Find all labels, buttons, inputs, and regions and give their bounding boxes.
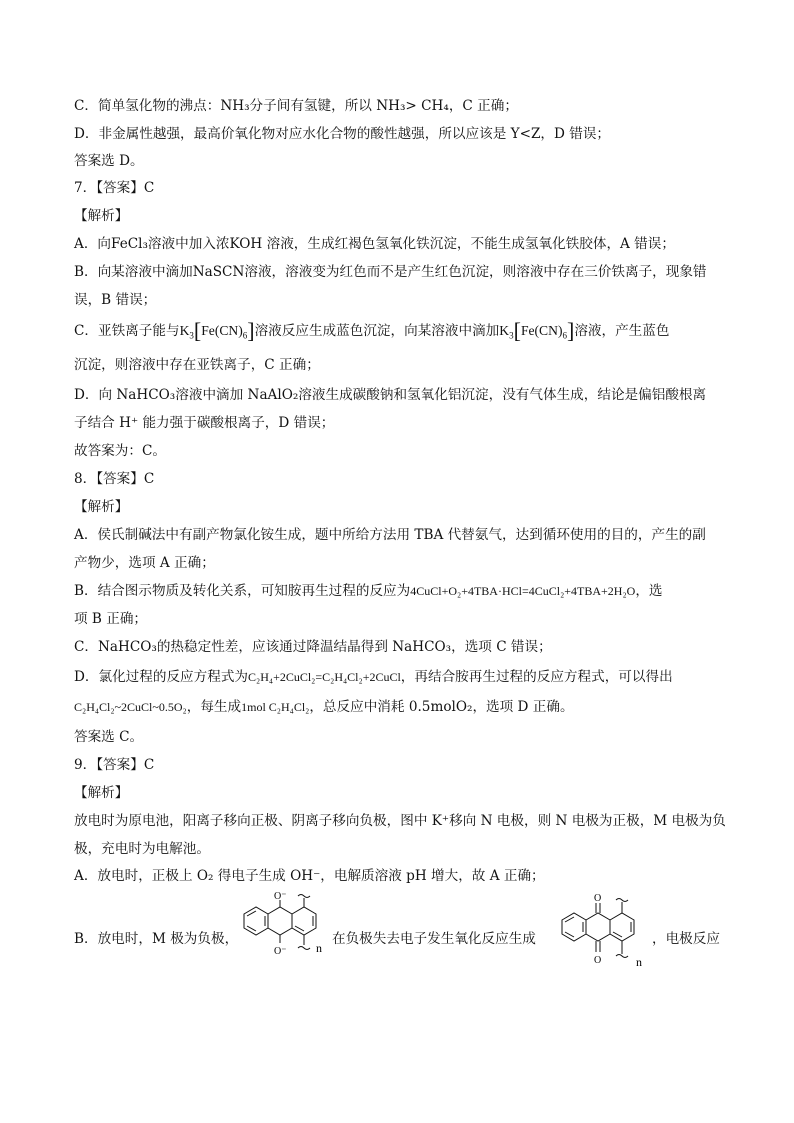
- question-8-option-a-line1: A．侯氏制碱法中有副产物氯化铵生成，题中所给方法用 TBA 代替氨气，达到循环使用的目的，产生的副: [74, 527, 706, 543]
- option-c-prefix: C．亚铁离子能与: [74, 323, 180, 339]
- question-9-option-b-prefix: B．放电时，M 极为负极，: [74, 931, 239, 947]
- middle-ring: [586, 913, 610, 941]
- middle-ring: [268, 907, 292, 935]
- question-9-paragraph-line1: 放电时为原电池，阳离子移向正极、阴离子移向负极，图中 K⁺移向 N 电极，则 N 电极为正极，M 电极为负: [74, 813, 726, 829]
- question-7-analysis-label: 【解析】: [74, 208, 129, 224]
- carbonyl-oxygen-bottom: O: [594, 955, 602, 966]
- question-7-answer-heading: 7．【答案】C: [74, 180, 155, 196]
- chlorination-equation: C₂H₄+2CuCl₂=C₂H₄Cl₂+2CuCl: [248, 670, 401, 684]
- repeat-unit-label: n: [636, 955, 642, 969]
- oxide-bottom-label: O⁻: [274, 946, 287, 957]
- potassium-ferricyanide-formula-2: $K_3[Fe(CN)_6]$: [499, 318, 575, 343]
- answer-7-conclusion: 故答案为：C。: [74, 443, 166, 459]
- question-7-option-c-line2: 沉淀，则溶液中存在亚铁离子，C 正确；: [74, 357, 320, 373]
- answer-6c-text: C．简单氢化物的沸点：NH₃分子间有氢键，所以 NH₃> CH₄，C 正确；: [74, 98, 518, 114]
- amine-regeneration-equation: 4CuCl+O₂+4TBA·HCl=4CuCl₂+4TBA+2H₂O: [410, 584, 636, 598]
- question-9-option-a: A．放电时，正极上 O₂ 得电子生成 OH⁻，电解质溶液 pH 增大，故 A 正确；: [74, 868, 545, 884]
- question-8-option-b-line1: B．结合图示物质及转化关系，可知胺再生过程的反应为4CuCl+O₂+4TBA·HCl=4CuCl₂+4TBA+2H₂O，选: [74, 583, 663, 599]
- question-9-analysis-label: 【解析】: [74, 785, 129, 801]
- question-8-answer-heading: 8．【答案】C: [74, 471, 155, 487]
- question-8-option-c: C．NaHCO₃的热稳定性差，应该通过降温结晶得到 NaHCO₃，选项 C 错误；: [74, 639, 552, 655]
- answer-6-conclusion: 答案选 D。: [74, 153, 144, 169]
- oxidized-ring-bonds: [562, 899, 634, 958]
- answer-8-conclusion: 答案选 C。: [74, 729, 144, 745]
- question-8-analysis-label: 【解析】: [74, 499, 129, 515]
- overall-relation: C₂H₄Cl₂~2CuCl~0.5O₂: [74, 700, 187, 714]
- option-c-middle: 溶液反应生成蓝色沉淀，向某溶液中滴加: [254, 323, 500, 339]
- question-7-option-b-line1: B．向某溶液中滴加NaSCN溶液，溶液变为红色而不是产生红色沉淀，则溶液中存在三价铁离子，现象错: [74, 264, 707, 280]
- question-7-option-b-line2: 误，B 错误；: [74, 292, 157, 308]
- answer-6d-text: D．非金属性越强，最高价氧化物对应水化合物的酸性越强，所以应该是 Y<Z，D 错误；: [74, 126, 611, 142]
- reduced-anthraquinone-polymer-structure: [232, 890, 336, 978]
- carbonyl-oxygen-top: O: [594, 893, 602, 904]
- question-8-option-b-line2: 项 B 正确；: [74, 611, 148, 627]
- polymer-bracket-top: [616, 899, 628, 902]
- question-7-option-d-line2: 子结合 H⁺ 能力强于碳酸根离子，D 错误；: [74, 415, 335, 431]
- potassium-ferricyanide-formula: $K_3[Fe(CN)_6]$: [179, 318, 255, 343]
- question-9-paragraph-line2: 极，充电时为电解池。: [74, 841, 210, 857]
- question-9-option-b-suffix: ，电极反应: [652, 931, 720, 947]
- question-8-option-d-line1: D．氯化过程的反应方程式为C₂H₄+2CuCl₂=C₂H₄Cl₂+2CuCl，再结合胺再生过程的反应方程式，可以得出: [74, 669, 673, 685]
- question-7-option-d-line1: D．向 NaHCO₃溶液中滴加 NaAlO₂溶液生成碳酸钠和氢氧化铝沉淀，没有气体生成，结论是偏铝酸根离: [74, 387, 707, 403]
- repeat-unit-label: n: [316, 941, 322, 955]
- polymer-bracket-top: [298, 895, 310, 898]
- question-7-option-c-line1: [74, 318, 670, 343]
- question-9-option-b-middle: 在负极失去电子发生氧化反应生成: [332, 931, 536, 947]
- question-9-answer-heading: 9．【答案】C: [74, 757, 155, 773]
- oxide-top-label: O⁻: [274, 891, 287, 902]
- anthraquinone-polymer-structure: [550, 890, 654, 982]
- option-c-suffix: 溶液，产生蓝色: [574, 323, 670, 339]
- question-8-option-d-line2: C₂H₄Cl₂~2CuCl~0.5O₂，每生成1mol C₂H₄Cl₂，总反应中消耗 0.5molO₂，选项 D 正确。: [74, 699, 574, 715]
- polymer-bracket-bottom: [616, 955, 628, 958]
- question-8-option-a-line2: 产物少，选项 A 正确；: [74, 555, 215, 571]
- polymer-bracket-bottom: [298, 947, 310, 950]
- question-7-option-a: A．向FeCl₃溶液中加入浓KOH 溶液，生成红褐色氢氧化铁沉淀，不能生成氢氧化铁胶体，A 错误；: [74, 236, 675, 252]
- reduced-ring-bonds: [244, 895, 316, 950]
